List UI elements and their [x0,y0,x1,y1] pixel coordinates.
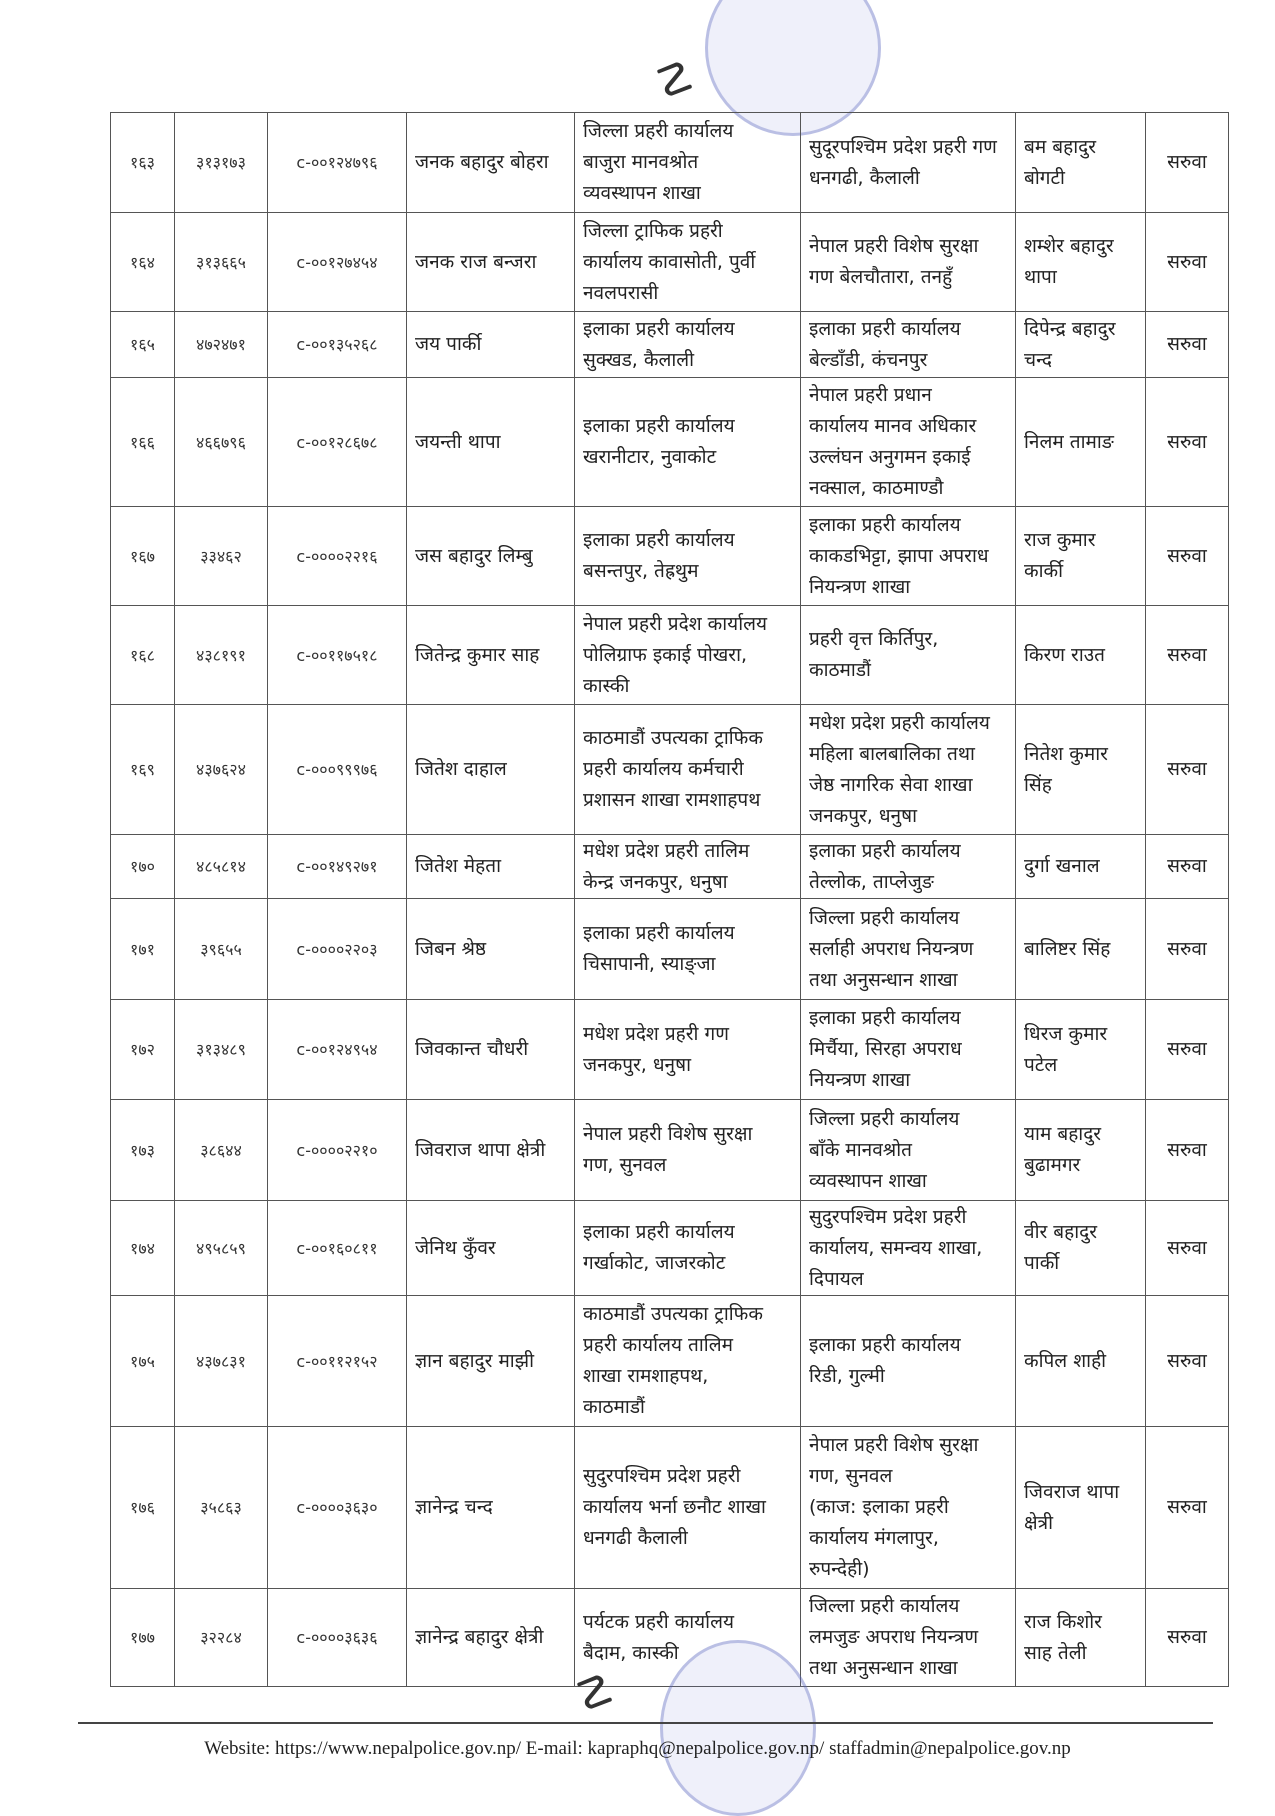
id-cell: ४८५८१४ [175,835,268,899]
table-row [111,1589,1229,1687]
serial-cell: १६३ [111,113,175,213]
to-office-cell: इलाका प्रहरी कार्यालय काकडभिट्टा, झापा अपराध नियन्त्रण शाखा [801,507,1016,606]
table-row [111,1100,1229,1201]
decider-cell: कपिल शाही [1016,1296,1146,1427]
decider-cell: याम बहादुर बुढामगर [1016,1100,1146,1201]
table-row [111,705,1229,835]
from-office-cell: इलाका प्रहरी कार्यालय बसन्तपुर, तेह्रथुम [575,507,801,606]
serial-cell: १७६ [111,1427,175,1589]
to-office-cell: नेपाल प्रहरी विशेष सुरक्षा गण, सुनवल (काज: इलाका प्रहरी कार्यालय मंगलापुर, रुपन्देही) [801,1427,1016,1589]
action-cell: सरुवा [1146,1100,1229,1201]
action-cell: सरुवा [1146,378,1229,507]
code-cell: c-००००२२०३ [268,899,407,1000]
from-office-cell: इलाका प्रहरी कार्यालय सुक्खड, कैलाली [575,312,801,378]
table-row [111,899,1229,1000]
decider-cell: दिपेन्द्र बहादुर चन्द [1016,312,1146,378]
code-cell: c-००००३६३० [268,1427,407,1589]
decider-cell: राज किशोर साह तेली [1016,1589,1146,1687]
decider-cell: वीर बहादुर पार्की [1016,1201,1146,1296]
to-office-cell: नेपाल प्रहरी प्रधान कार्यालय मानव अधिकार उल्लंघन अनुगमन इकाई नक्साल, काठमाण्डौ [801,378,1016,507]
from-office-cell: जिल्ला प्रहरी कार्यालय बाजुरा मानवश्रोत व्यवस्थापन शाखा [575,113,801,213]
action-cell: सरुवा [1146,1201,1229,1296]
code-cell: c-००००३६३६ [268,1589,407,1687]
serial-cell: १६४ [111,213,175,312]
code-cell: c-०००९९९७६ [268,705,407,835]
code-cell: c-००११२१५२ [268,1296,407,1427]
id-cell: ४९५८५९ [175,1201,268,1296]
code-cell: c-००१४९२७१ [268,835,407,899]
to-office-cell: प्रहरी वृत्त किर्तिपुर, काठमाडौं [801,606,1016,705]
to-office-cell: जिल्ला प्रहरी कार्यालय सर्लाही अपराध नियन्त्रण तथा अनुसन्धान शाखा [801,899,1016,1000]
serial-cell: १७४ [111,1201,175,1296]
to-office-cell: इलाका प्रहरी कार्यालय तेल्लोक, ताप्लेजुङ [801,835,1016,899]
action-cell: सरुवा [1146,899,1229,1000]
to-office-cell: इलाका प्रहरी कार्यालय रिडी, गुल्मी [801,1296,1016,1427]
serial-cell: १७१ [111,899,175,1000]
name-cell: ज्ञानेन्द्र बहादुर क्षेत्री [407,1589,575,1687]
code-cell: c-००००२२१६ [268,507,407,606]
code-cell: c-००१२४७९६ [268,113,407,213]
decider-cell: धिरज कुमार पटेल [1016,1000,1146,1100]
serial-cell: १६५ [111,312,175,378]
code-cell: c-००१२७४५४ [268,213,407,312]
table-row [111,507,1229,606]
name-cell: जिबन श्रेष्ठ [407,899,575,1000]
decider-cell: दुर्गा खनाल [1016,835,1146,899]
name-cell: जनक राज बन्जरा [407,213,575,312]
table-row [111,606,1229,705]
table-row [111,835,1229,899]
to-office-cell: इलाका प्रहरी कार्यालय मिर्चैया, सिरहा अपराध नियन्त्रण शाखा [801,1000,1016,1100]
serial-cell: १६७ [111,507,175,606]
name-cell: जिवकान्त चौधरी [407,1000,575,1100]
id-cell: ४६६७९६ [175,378,268,507]
code-cell: c-००१३५२६८ [268,312,407,378]
action-cell: सरुवा [1146,213,1229,312]
code-cell: c-००१२४९५४ [268,1000,407,1100]
code-cell: c-००००२२१० [268,1100,407,1201]
action-cell: सरुवा [1146,1589,1229,1687]
from-office-cell: नेपाल प्रहरी विशेष सुरक्षा गण, सुनवल [575,1100,801,1201]
id-cell: ३१३४८९ [175,1000,268,1100]
code-cell: c-००१२८६७८ [268,378,407,507]
id-cell: ४३८१९१ [175,606,268,705]
to-office-cell: इलाका प्रहरी कार्यालय बेल्डाँडी, कंचनपुर [801,312,1016,378]
signature-bottom: ☡ [571,1665,618,1722]
id-cell: ३१३१७३ [175,113,268,213]
name-cell: ज्ञानेन्द्र चन्द [407,1427,575,1589]
serial-cell: १६८ [111,606,175,705]
name-cell: जितेश दाहाल [407,705,575,835]
id-cell: ४७२४७१ [175,312,268,378]
serial-cell: १७२ [111,1000,175,1100]
action-cell: सरुवा [1146,1427,1229,1589]
id-cell: ३८६४४ [175,1100,268,1201]
action-cell: सरुवा [1146,113,1229,213]
table-row [111,1000,1229,1100]
decider-cell: जिवराज थापा क्षेत्री [1016,1427,1146,1589]
from-office-cell: नेपाल प्रहरी प्रदेश कार्यालय पोलिग्राफ इकाई पोखरा, कास्की [575,606,801,705]
action-cell: सरुवा [1146,312,1229,378]
id-cell: ३३४६२ [175,507,268,606]
name-cell: जेनिथ कुँवर [407,1201,575,1296]
official-stamp-bottom [660,1640,816,1816]
to-office-cell: सुदूरपश्चिम प्रदेश प्रहरी गण धनगढी, कैलाली [801,113,1016,213]
id-cell: ४३७६२४ [175,705,268,835]
footer-divider [78,1722,1213,1724]
decider-cell: निलम तामाङ [1016,378,1146,507]
from-office-cell: सुदुरपश्चिम प्रदेश प्रहरी कार्यालय भर्ना छनौट शाखा धनगढी कैलाली [575,1427,801,1589]
action-cell: सरुवा [1146,835,1229,899]
name-cell: जनक बहादुर बोहरा [407,113,575,213]
from-office-cell: जिल्ला ट्राफिक प्रहरी कार्यालय कावासोती, पुर्वी नवलपरासी [575,213,801,312]
transfer-table [110,112,1229,1687]
table-row [111,1427,1229,1589]
to-office-cell: मधेश प्रदेश प्रहरी कार्यालय महिला बालबालिका तथा जेष्ठ नागरिक सेवा शाखा जनकपुर, धनुषा [801,705,1016,835]
footer-contact: Website: https://www.nepalpolice.gov.np/ E-mail: kapraphq@nepalpolice.gov.np/ staffadmin@nepalpolice.gov.np [204,1738,1071,1759]
from-office-cell: मधेश प्रदेश प्रहरी तालिम केन्द्र जनकपुर, धनुषा [575,835,801,899]
serial-cell: १७३ [111,1100,175,1201]
decider-cell: बालिष्टर सिंह [1016,899,1146,1000]
signature-top: ☡ [651,52,698,109]
to-office-cell: सुदुरपश्चिम प्रदेश प्रहरी कार्यालय, समन्वय शाखा, दिपायल [801,1201,1016,1296]
name-cell: जिवराज थापा क्षेत्री [407,1100,575,1201]
table-row [111,312,1229,378]
name-cell: जय पार्की [407,312,575,378]
action-cell: सरुवा [1146,507,1229,606]
table-row [111,113,1229,213]
to-office-cell: जिल्ला प्रहरी कार्यालय बाँके मानवश्रोत व्यवस्थापन शाखा [801,1100,1016,1201]
action-cell: सरुवा [1146,1000,1229,1100]
decider-cell: नितेश कुमार सिंह [1016,705,1146,835]
from-office-cell: इलाका प्रहरी कार्यालय खरानीटार, नुवाकोट [575,378,801,507]
decider-cell: किरण राउत [1016,606,1146,705]
from-office-cell: इलाका प्रहरी कार्यालय चिसापानी, स्याङ्जा [575,899,801,1000]
id-cell: ३२२८४ [175,1589,268,1687]
serial-cell: १७७ [111,1589,175,1687]
table-row [111,213,1229,312]
name-cell: जस बहादुर लिम्बु [407,507,575,606]
name-cell: जितेश मेहता [407,835,575,899]
name-cell: जितेन्द्र कुमार साह [407,606,575,705]
from-office-cell: मधेश प्रदेश प्रहरी गण जनकपुर, धनुषा [575,1000,801,1100]
action-cell: सरुवा [1146,705,1229,835]
serial-cell: १७० [111,835,175,899]
from-office-cell: इलाका प्रहरी कार्यालय गर्खाकोट, जाजरकोट [575,1201,801,1296]
to-office-cell: नेपाल प्रहरी विशेष सुरक्षा गण बेलचौतारा, तनहुँ [801,213,1016,312]
serial-cell: १७५ [111,1296,175,1427]
table-row [111,378,1229,507]
code-cell: c-००११७५१८ [268,606,407,705]
name-cell: जयन्ती थापा [407,378,575,507]
action-cell: सरुवा [1146,606,1229,705]
decider-cell: राज कुमार कार्की [1016,507,1146,606]
serial-cell: १६६ [111,378,175,507]
decider-cell: बम बहादुर बोगटी [1016,113,1146,213]
id-cell: ३५८६३ [175,1427,268,1589]
id-cell: ४३७८३१ [175,1296,268,1427]
code-cell: c-००१६०८११ [268,1201,407,1296]
from-office-cell: काठमाडौं उपत्यका ट्राफिक प्रहरी कार्यालय तालिम शाखा रामशाहपथ, काठमाडौं [575,1296,801,1427]
to-office-cell: जिल्ला प्रहरी कार्यालय लमजुङ अपराध नियन्त्रण तथा अनुसन्धान शाखा [801,1589,1016,1687]
name-cell: ज्ञान बहादुर माझी [407,1296,575,1427]
from-office-cell: काठमाडौं उपत्यका ट्राफिक प्रहरी कार्यालय कर्मचारी प्रशासन शाखा रामशाहपथ [575,705,801,835]
decider-cell: शम्शेर बहादुर थापा [1016,213,1146,312]
from-office-cell: पर्यटक प्रहरी कार्यालय बैदाम, कास्की [575,1589,801,1687]
serial-cell: १६९ [111,705,175,835]
id-cell: ३१३६६५ [175,213,268,312]
table-row [111,1201,1229,1296]
action-cell: सरुवा [1146,1296,1229,1427]
id-cell: ३९६५५ [175,899,268,1000]
table-row [111,1296,1229,1427]
